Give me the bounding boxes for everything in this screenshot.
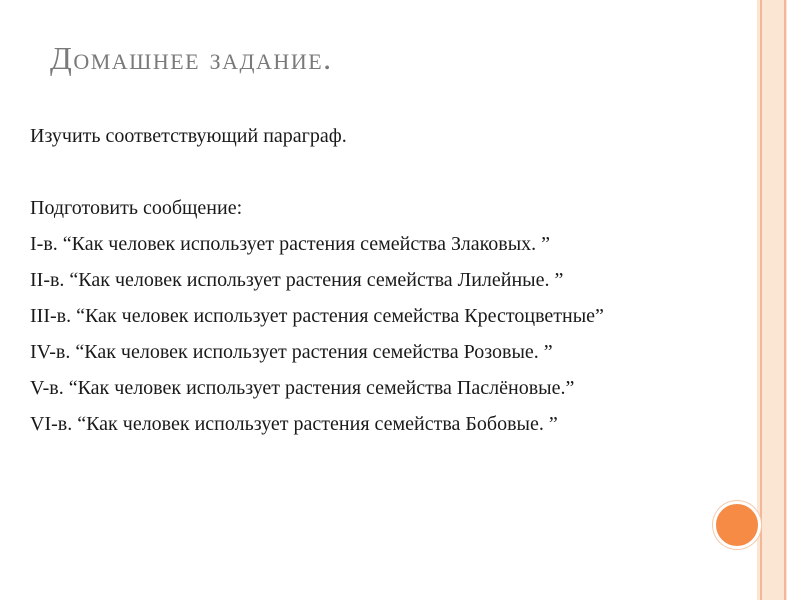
homework-line-prepare: Подготовить сообщение:	[30, 197, 243, 219]
homework-line-study: Изучить соответствующий параграф.	[30, 125, 347, 147]
slide-title: Домашнее задание.	[50, 40, 333, 76]
accent-circle	[713, 501, 761, 549]
homework-variant-4: IV-в. “Как человек использует растения семейства Розовые. ”	[30, 341, 553, 363]
homework-variant-2: II-в. “Как человек использует растения семейства Лилейные. ”	[30, 269, 564, 291]
spacer	[30, 154, 750, 190]
slide-body	[30, 118, 750, 442]
homework-variant-5: V-в. “Как человек использует растения семейства Паслёновые.”	[30, 377, 575, 399]
homework-variant-6: VI-в. “Как человек использует растения семейства Бобовые. ”	[30, 413, 558, 435]
homework-variant-1: I-в. “Как человек использует растения семейства Злаковых. ”	[30, 233, 551, 255]
homework-variant-3: III-в. “Как человек использует растения семейства Крестоцветные”	[30, 305, 604, 327]
decorative-stripe-line	[760, 0, 762, 600]
decorative-stripe-line	[784, 0, 786, 600]
